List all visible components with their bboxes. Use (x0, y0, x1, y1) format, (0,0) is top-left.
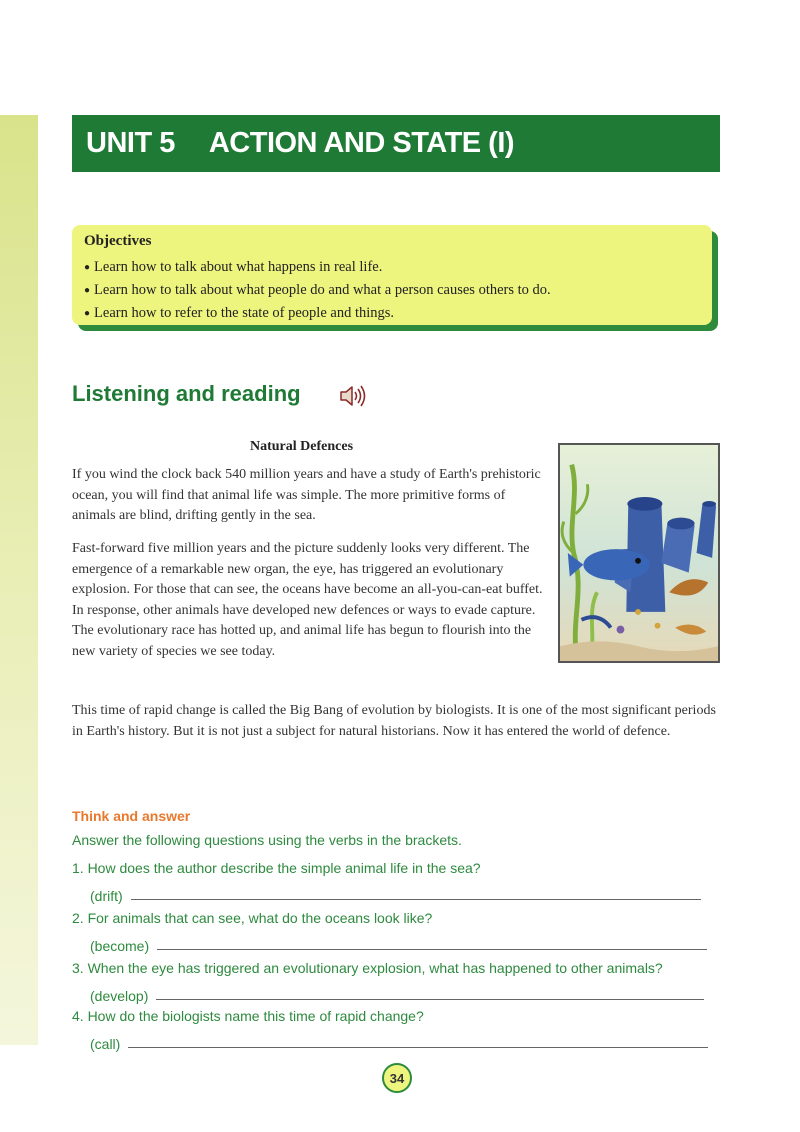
verb-hint: (call) (90, 1036, 121, 1052)
question-item (72, 1004, 722, 1052)
answer-row (72, 930, 722, 954)
article-paragraph: If you wind the clock back 540 million years and have a study of Earth's prehistoric ocean, you will find that animal life was simple. The more primitive forms of animals are blind, drifting gently in the sea. (72, 467, 541, 523)
verb-hint: (become) (90, 938, 150, 954)
question-item (72, 906, 722, 954)
answer-blank[interactable] (131, 883, 701, 900)
question-item (72, 856, 722, 904)
instruction-text: Answer the following questions using the verbs in the brackets. (72, 832, 462, 848)
question-text: 1. How does the author describe the simple animal life in the sea? (72, 860, 481, 876)
objective-item: ● Learn how to talk about what happens in real life. (84, 256, 551, 279)
answer-row (72, 980, 722, 1004)
unit-title: ACTION AND STATE (I) (208, 127, 515, 159)
answer-blank[interactable] (128, 1031, 708, 1048)
objectives-list (84, 256, 551, 325)
answer-row (72, 1028, 722, 1052)
article-title: Natural Defences (250, 439, 354, 454)
article-paragraph: Fast-forward five million years and the picture suddenly looks very different. The emergence of a remarkable new organ, the eye, has triggered an evolutionary explosion. For those that can see, the oceans have become an all-you-can-eat buffet. In response, other animals have developed new defences or ways to evade capture. The evolutionary race has hotted up, and animal life has begun to flourish into the new variety of species we see today. (72, 541, 543, 659)
verb-hint: (drift) (90, 888, 123, 904)
objective-item: ● Learn how to talk about what people do and what a person causes others to do. (84, 279, 551, 302)
question-item (72, 956, 722, 1004)
question-text: 4. How do the biologists name this time of rapid change? (72, 1008, 424, 1024)
page-number: 34 (382, 1063, 412, 1093)
objectives-heading: Objectives (84, 233, 152, 249)
think-and-answer-title: Think and answer (72, 808, 191, 824)
article-paragraph: This time of rapid change is called the Big Bang of evolution by biologists. It is one of the most significant periods in Earth's history. But it is not just a subject for natural historians. Now it has entered the world of defence. (72, 703, 716, 739)
question-text: 3. When the eye has triggered an evolutionary explosion, what has happened to other animals? (72, 960, 663, 976)
unit-number: UNIT 5 (86, 127, 175, 159)
question-text: 2. For animals that can see, what do the oceans look like? (72, 910, 433, 926)
answer-blank[interactable] (156, 983, 704, 1000)
objectives-box (72, 225, 712, 325)
objective-item: ● Learn how to refer to the state of people and things. (84, 302, 551, 325)
answer-blank[interactable] (157, 933, 707, 950)
answer-row (72, 880, 722, 904)
sea-life-illustration (558, 443, 720, 663)
verb-hint: (develop) (90, 988, 149, 1004)
side-decorative-strip (0, 115, 38, 1045)
section-title: Listening and reading (72, 381, 301, 406)
unit-banner (72, 115, 720, 172)
speaker-icon[interactable] (338, 383, 366, 409)
